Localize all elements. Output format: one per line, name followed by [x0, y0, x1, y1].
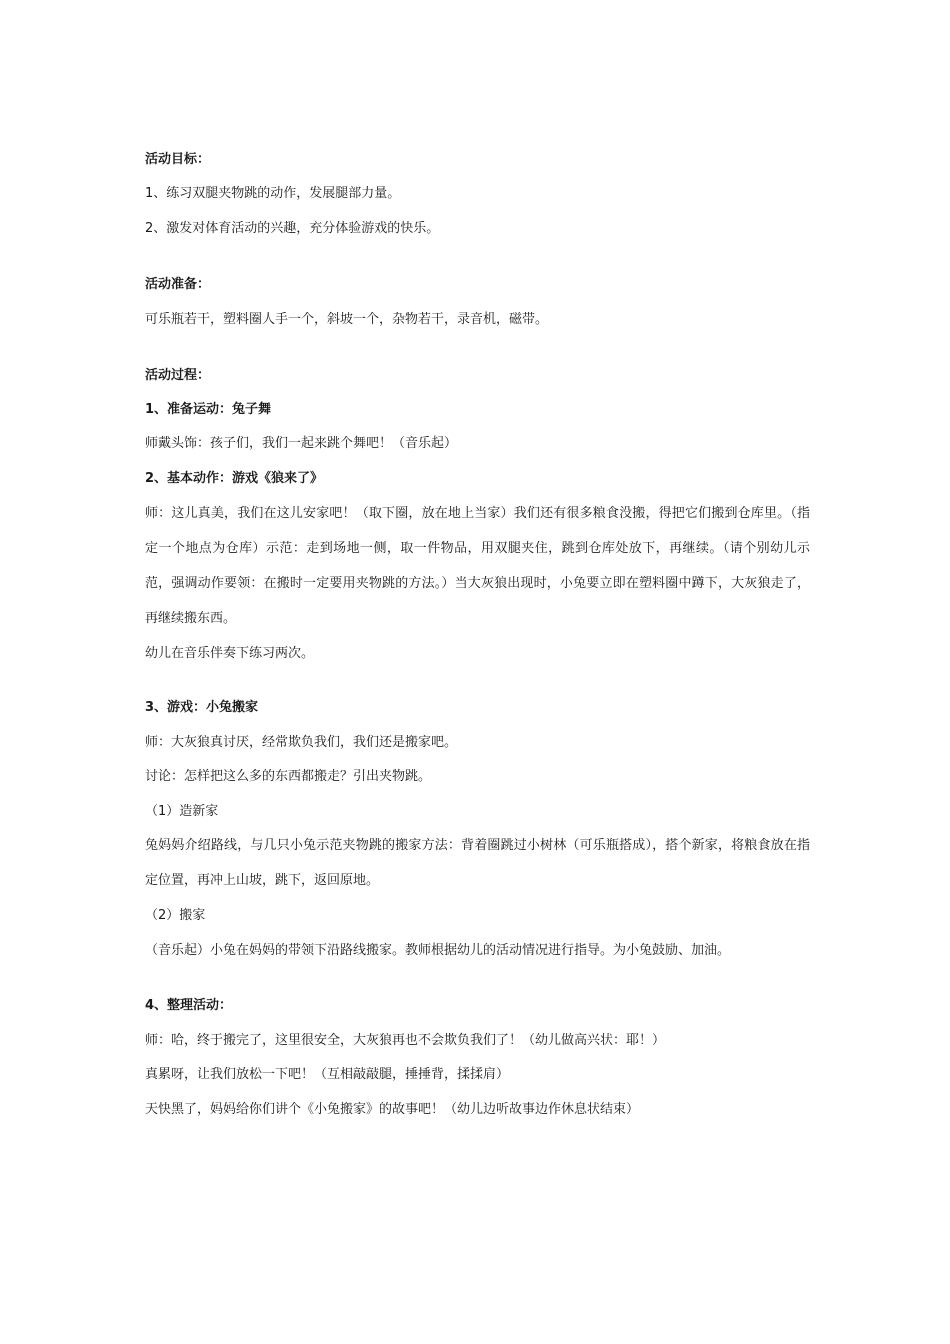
- step2-text: 师：这儿真美，我们在这儿安家吧！（取下圈，放在地上当家）我们还有很多粮食没搬，得把它们搬到仓库里。（指定一个地点为仓库）示范：走到场地一侧，取一件物品，用双腿夹住，跳到仓库处放下，再继续。（请个别幼儿示范，强调动作要领：在搬时一定要用夹物跳的方法。）当大灰狼出现时，小兔要立即在塑料圈中蹲下，大灰狼走了，再继续搬东西。: [145, 506, 810, 626]
- step2-title: 2、基本动作：游戏《狼来了》: [145, 471, 324, 486]
- step1-title: 1、准备运动：兔子舞: [145, 402, 272, 417]
- goal-item-1: 1、练习双腿夹物跳的动作，发展腿部力量。: [145, 186, 401, 201]
- step2-practice: 幼儿在音乐伴奏下练习两次。: [145, 646, 315, 661]
- prep-text: 可乐瓶若干，塑料圈人手一个，斜坡一个，杂物若干，录音机，磁带。: [145, 312, 549, 327]
- step4-line3: 天快黑了，妈妈给你们讲个《小兔搬家》的故事吧！（幼儿边听故事边作休息状结束）: [145, 1102, 640, 1117]
- step3-line1: 师：大灰狼真讨厌，经常欺负我们，我们还是搬家吧。: [145, 735, 458, 750]
- step4-title: 4、整理活动：: [145, 998, 233, 1013]
- process-heading: 活动过程：: [145, 368, 211, 383]
- step3-sub2-label: （2）搬家: [145, 908, 206, 923]
- step4-line1: 师：哈，终于搬完了，这里很安全，大灰狼再也不会欺负我们了！（幼儿做高兴状：耶！）: [145, 1033, 666, 1048]
- goal-item-2: 2、激发对体育活动的兴趣，充分体验游戏的快乐。: [145, 221, 440, 236]
- goals-heading: 活动目标：: [145, 152, 211, 167]
- step4-line2: 真累呀，让我们放松一下吧！（互相敲敲腿，捶捶背，揉揉肩）: [145, 1067, 510, 1082]
- step3-sub1-label: （1）造新家: [145, 804, 219, 819]
- step1-text: 师戴头饰：孩子们，我们一起来跳个舞吧！（音乐起）: [145, 436, 458, 451]
- step3-sub1-text: 兔妈妈介绍路线，与几只小兔示范夹物跳的搬家方法：背着圈跳过小树林（可乐瓶搭成），搭个新家，将粮食放在指定位置，再冲上山坡，跳下，返回原地。: [145, 838, 810, 888]
- step3-sub2-text: （音乐起）小兔在妈妈的带领下沿路线搬家。教师根据幼儿的活动情况进行指导。为小兔鼓励、加油。: [145, 943, 731, 958]
- step3-line2: 讨论：怎样把这么多的东西都搬走？引出夹物跳。: [145, 769, 432, 784]
- step3-title: 3、游戏：小兔搬家: [145, 700, 259, 715]
- prep-heading: 活动准备：: [145, 277, 211, 292]
